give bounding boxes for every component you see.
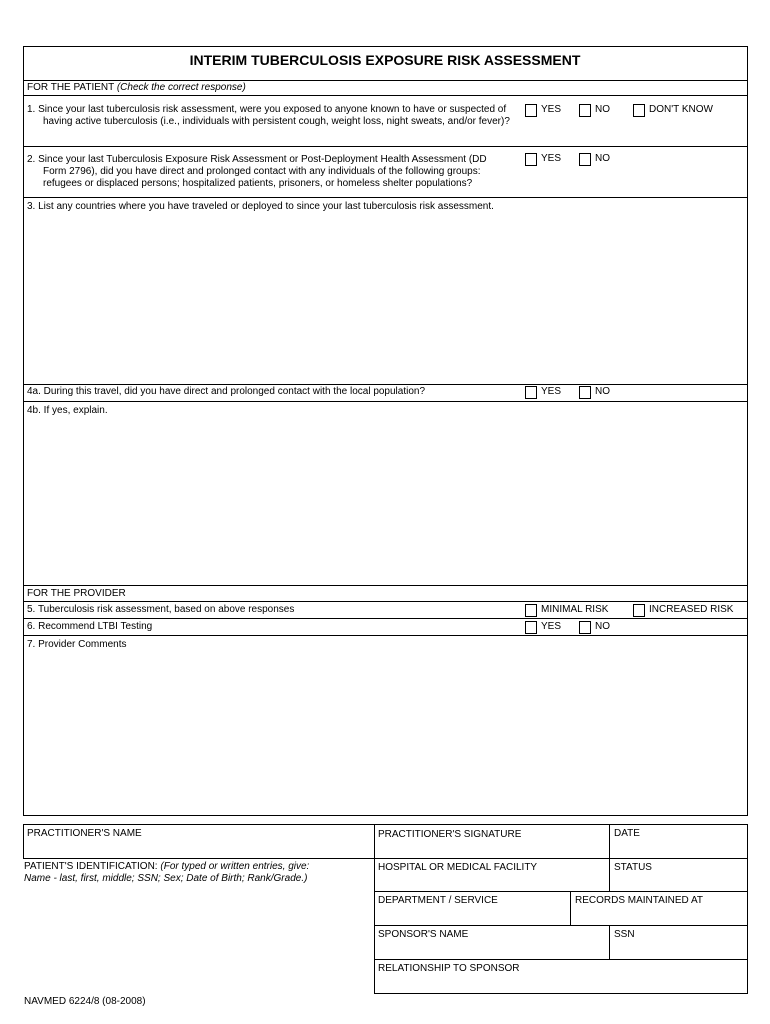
- rule: [23, 618, 748, 619]
- rule: [23, 197, 748, 198]
- patient-header-label: FOR THE PATIENT: [27, 82, 115, 93]
- q4b-text: 4b. If yes, explain.: [27, 405, 108, 416]
- records-label: RECORDS MAINTAINED AT: [575, 895, 703, 906]
- sponsor-name-label: SPONSOR'S NAME: [378, 929, 469, 940]
- q7-comments-area[interactable]: [24, 652, 746, 814]
- form-number: NAVMED 6224/8 (08-2008): [24, 996, 146, 1007]
- q1-line1: 1. Since your last tuberculosis risk assessment, were you exposed to anyone known to have or suspected of: [27, 104, 507, 115]
- q4a-no-label: NO: [595, 386, 610, 397]
- q6-text: 6. Recommend LTBI Testing: [27, 621, 153, 632]
- patient-id-note1: (For typed or written entries, give:: [160, 861, 310, 872]
- q1-line2: having active tuberculosis (i.e., individuals with persistent cough, weight loss, night sweats, and/or fever)?: [43, 116, 510, 127]
- q1-yes-checkbox[interactable]: [525, 104, 537, 117]
- q5-increased-risk-label: INCREASED RISK: [649, 604, 734, 615]
- q5-minimal-risk-label: MINIMAL RISK: [541, 604, 609, 615]
- relationship-label: RELATIONSHIP TO SPONSOR: [378, 963, 520, 974]
- rule: [374, 891, 748, 892]
- q3-text: 3. List any countries where you have traveled or deployed to since your last tuberculosis risk assessment.: [27, 201, 494, 212]
- q1-no-checkbox[interactable]: [579, 104, 591, 117]
- q2-yes-checkbox[interactable]: [525, 153, 537, 166]
- ssn-label: SSN: [614, 929, 635, 940]
- q1-dont-know-label: DON'T KNOW: [649, 104, 713, 115]
- department-label: DEPARTMENT / SERVICE: [378, 895, 498, 906]
- q7-text: 7. Provider Comments: [27, 639, 127, 650]
- q6-no-label: NO: [595, 621, 610, 632]
- q2-yes-label: YES: [541, 153, 562, 164]
- q4b-answer-area[interactable]: [24, 418, 746, 583]
- q2-line2: Form 2796), did you have direct and prolonged contact with any individuals of the following groups:: [43, 166, 481, 177]
- q6-yes-label: YES: [541, 621, 562, 632]
- rule: [374, 858, 748, 859]
- q2-no-checkbox[interactable]: [579, 153, 591, 166]
- rule: [609, 925, 610, 959]
- q6-yes-checkbox[interactable]: [525, 621, 537, 634]
- form-title: INTERIM TUBERCULOSIS EXPOSURE RISK ASSESSMENT: [189, 52, 581, 68]
- rule: [23, 95, 748, 96]
- provider-section-header: FOR THE PROVIDER: [27, 588, 126, 599]
- patient-id-line1: [24, 861, 309, 873]
- hospital-label: HOSPITAL OR MEDICAL FACILITY: [378, 862, 538, 873]
- status-label: STATUS: [614, 862, 652, 873]
- q6-no-checkbox[interactable]: [579, 621, 591, 634]
- q4a-yes-label: YES: [541, 386, 562, 397]
- q1-no-label: NO: [595, 104, 610, 115]
- q4a-yes-checkbox[interactable]: [525, 386, 537, 399]
- practitioner-name-label: PRACTITIONER'S NAME: [27, 828, 142, 839]
- q5-minimal-risk-checkbox[interactable]: [525, 604, 537, 617]
- rule: [23, 585, 748, 586]
- rule: [609, 824, 610, 891]
- q1-dont-know-checkbox[interactable]: [633, 104, 645, 117]
- patient-id-note2: Name - last, first, middle; SSN; Sex; Date of Birth; Rank/Grade.): [24, 873, 308, 884]
- q2-no-label: NO: [595, 153, 610, 164]
- q4a-no-checkbox[interactable]: [579, 386, 591, 399]
- rule: [23, 384, 748, 385]
- q2-line3: refugees or displaced persons; hospitalized patients, prisoners, or homeless shelter populations?: [43, 178, 473, 189]
- patient-header-note: (Check the correct response): [116, 82, 246, 93]
- patient-section-header: [27, 82, 246, 94]
- practitioner-signature-label: PRACTITIONER'S SIGNATURE: [378, 829, 522, 840]
- q2-line1: 2. Since your last Tuberculosis Exposure Risk Assessment or Post-Deployment Health Assessment (DD: [27, 154, 487, 165]
- q3-answer-area[interactable]: [24, 214, 746, 382]
- rule: [23, 601, 748, 602]
- rule: [23, 401, 748, 402]
- rule: [570, 891, 571, 925]
- q5-increased-risk-checkbox[interactable]: [633, 604, 645, 617]
- q5-text: 5. Tuberculosis risk assessment, based on above responses: [27, 604, 295, 615]
- rule: [23, 146, 748, 147]
- patient-id-label: PATIENT'S IDENTIFICATION:: [24, 861, 158, 872]
- rule: [374, 925, 748, 926]
- q4a-text: 4a. During this travel, did you have direct and prolonged contact with the local population?: [27, 386, 426, 397]
- rule: [23, 80, 748, 81]
- q1-yes-label: YES: [541, 104, 562, 115]
- date-label: DATE: [614, 828, 640, 839]
- rule: [374, 959, 748, 960]
- rule: [23, 635, 748, 636]
